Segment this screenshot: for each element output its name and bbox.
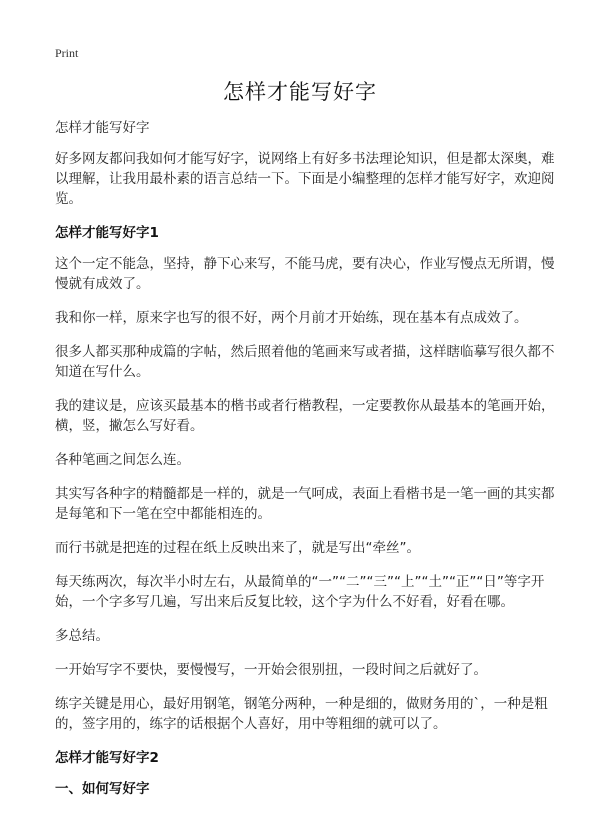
section-heading-1: 怎样才能写好字1 xyxy=(55,225,159,241)
paragraph: 而行书就是把连的过程在纸上反映出来了，就是写出“牵丝”。 xyxy=(55,540,420,556)
paragraph: 我和你一样，原来字也写的很不好，两个月前才开始练，现在基本有点成效了。 xyxy=(55,310,528,326)
page-title: 怎样才能写好字 xyxy=(223,80,377,104)
article-body xyxy=(55,118,555,810)
article-subtitle: 怎样才能写好字 xyxy=(55,120,150,136)
paragraph: 一开始写字不要快，要慢慢写，一开始会很别扭，一段时间之后就好了。 xyxy=(55,662,487,678)
paragraph: 很多人都买那种成篇的字帖，然后照着他的笔画来写或者描，这样瞎临摹写很久都不知道在写什么。 xyxy=(55,344,555,380)
paragraph: 每天练两次，每次半小时左右，从最简单的“一”“二”“三”“上”“土”“正”“日”等字开始，一个字多写几遍，写出来后反复比较，这个字为什么不好看，好看在哪。 xyxy=(55,574,545,610)
section-heading-2: 怎样才能写好字2 xyxy=(55,750,159,766)
paragraph: 各种笔画之间怎么连。 xyxy=(55,452,190,468)
print-label: Print xyxy=(55,46,79,60)
paragraph: 我的建议是，应该买最基本的楷书或者行楷教程，一定要教你从最基本的笔画开始，横，竖，撇怎么写好看。 xyxy=(55,398,555,434)
paragraph: 多总结。 xyxy=(55,628,109,644)
intro-paragraph: 好多网友都问我如何才能写好字，说网络上有好多书法理论知识，但是都太深奥，难以理解，让我用最朴素的语言总结一下。下面是小编整理的怎样才能写好字，欢迎阅览。 xyxy=(55,151,555,207)
paragraph: 练字关键是用心，最好用钢笔，钢笔分两种，一种是细的，做财务用的`，一种是粗的，签字用的，练字的话根据个人喜好，用中等粗细的就可以了。 xyxy=(55,696,548,732)
paragraph: 这个一定不能急，坚持，静下心来写，不能马虎，要有决心，作业写慢点无所谓，慢慢就有成效了。 xyxy=(55,256,555,292)
section-subheading: 一、如何写好字 xyxy=(55,781,150,797)
paragraph: 其实写各种字的精髓都是一样的，就是一气呵成，表面上看楷书是一笔一画的其实都是每笔和下一笔在空中都能相连的。 xyxy=(55,486,555,522)
